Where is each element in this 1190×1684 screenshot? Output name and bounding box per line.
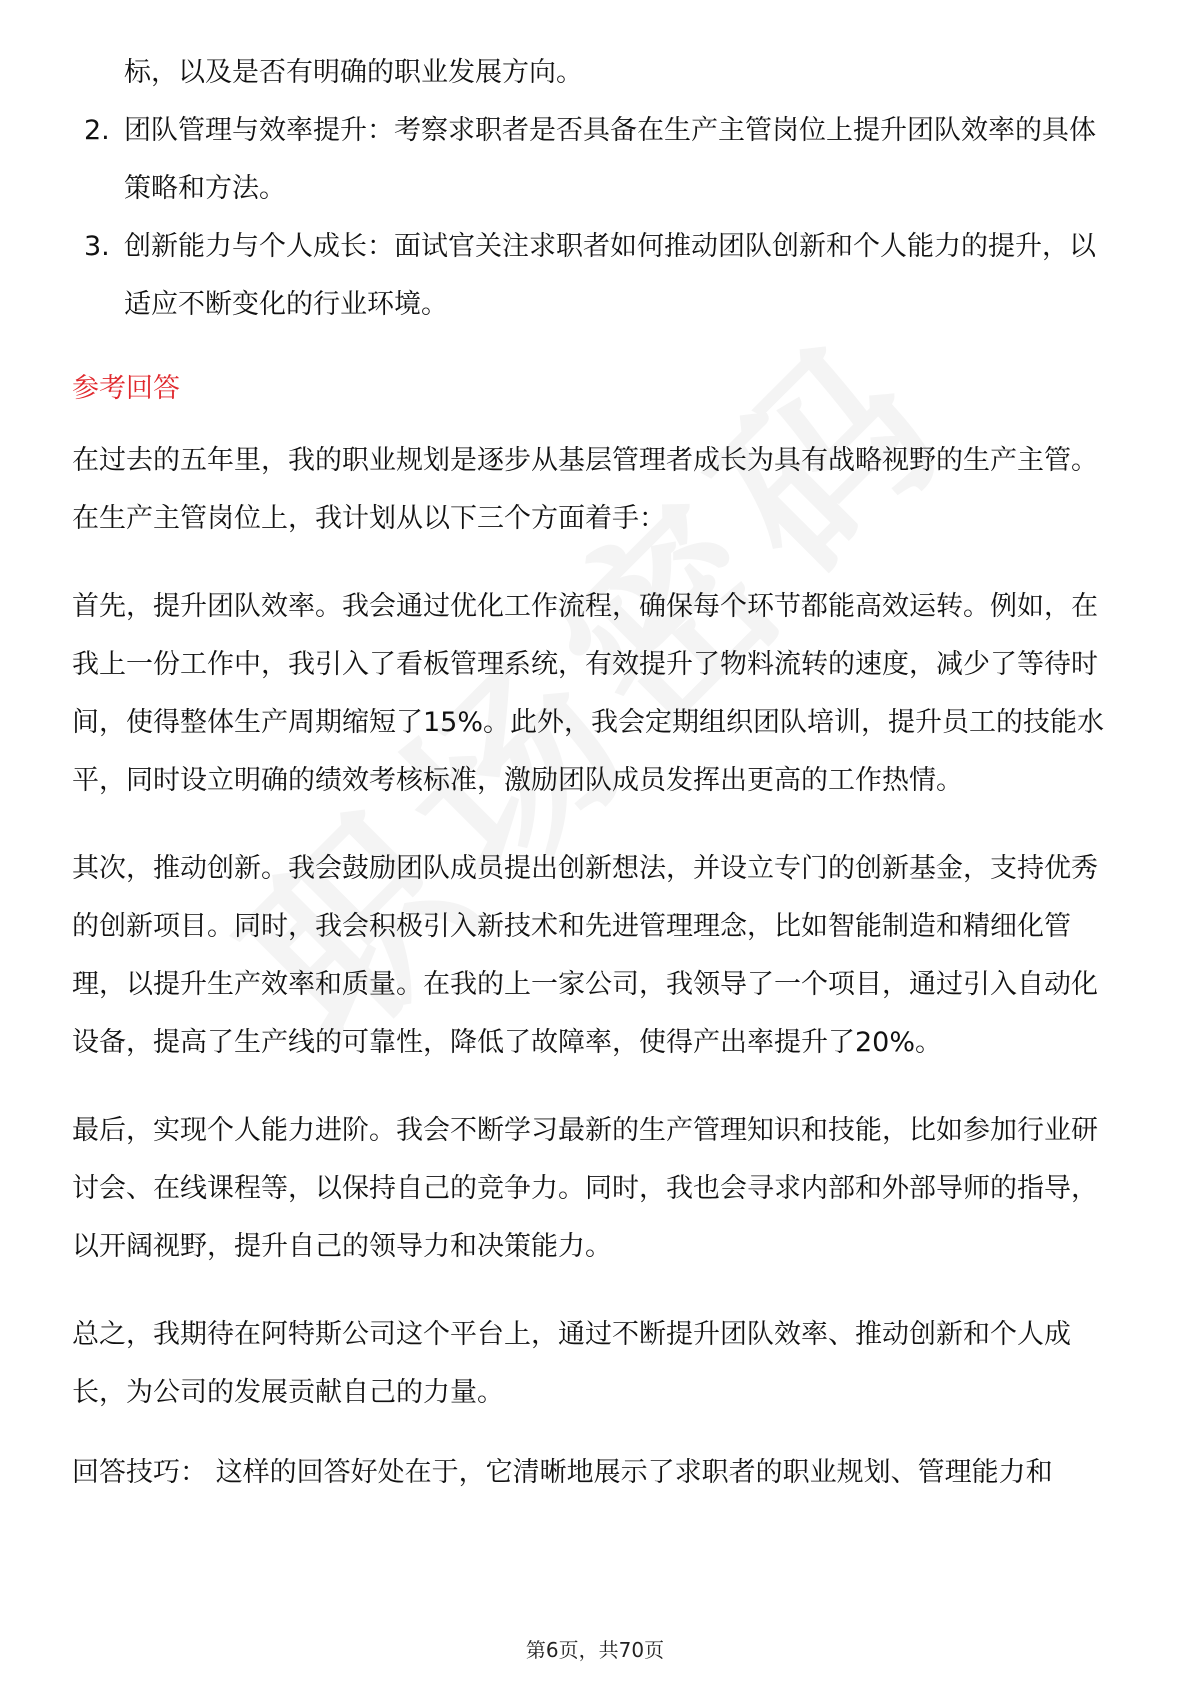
paragraph: 在过去的五年里，我的职业规划是逐步从基层管理者成长为具有战略视野的生产主管。在生产主管岗位上，我计划从以下三个方面着手：	[72, 445, 1098, 534]
numbered-list	[72, 102, 1122, 334]
list-item-text: 创新能力与个人成长：面试官关注求职者如何推动团队创新和个人能力的提升，以适应不断变化的行业环境。	[124, 231, 1096, 320]
paragraph: 总之，我期待在阿特斯公司这个平台上，通过不断提升团队效率、推动创新和个人成长，为公司的发展贡献自己的力量。	[72, 1319, 1071, 1408]
paragraph: 最后，实现个人能力进阶。我会不断学习最新的生产管理知识和技能，比如参加行业研讨会、在线课程等，以保持自己的竞争力。同时，我也会寻求内部和外部导师的指导，以开阔视野，提升自己的领导力和决策能力。	[72, 1115, 1098, 1262]
list-item-continuation: 标，以及是否有明确的职业发展方向。	[124, 57, 583, 88]
answer-tip: 回答技巧： 这样的回答好处在于，它清晰地展示了求职者的职业规划、管理能力和	[72, 1457, 1053, 1488]
list-item-text: 团队管理与效率提升：考察求职者是否具备在生产主管岗位上提升团队效率的具体策略和方法。	[124, 115, 1096, 204]
paragraph: 首先，提升团队效率。我会通过优化工作流程，确保每个环节都能高效运转。例如，在我上一份工作中，我引入了看板管理系统，有效提升了物料流转的速度，减少了等待时间，使得整体生产周期缩短了15%。此外，我会定期组织团队培训，提升员工的技能水平，同时设立明确的绩效考核标准，激励团队成员发挥出更高的工作热情。	[72, 591, 1105, 796]
list-item	[72, 218, 1122, 334]
list-item-number: 2.	[84, 115, 110, 146]
list-item-number: 3.	[84, 231, 110, 262]
document-body	[72, 44, 1122, 1502]
list-item	[72, 102, 1122, 218]
section-title: 参考回答	[72, 373, 180, 404]
paragraph: 其次，推动创新。我会鼓励团队成员提出创新想法，并设立专门的创新基金，支持优秀的创新项目。同时，我会积极引入新技术和先进管理理念，比如智能制造和精细化管理，以提升生产效率和质量。在我的上一家公司，我领导了一个项目，通过引入自动化设备，提高了生产线的可靠性，降低了故障率，使得产出率提升了20%。	[72, 853, 1098, 1058]
page-number-footer: 第6页，共70页	[525, 1638, 665, 1662]
